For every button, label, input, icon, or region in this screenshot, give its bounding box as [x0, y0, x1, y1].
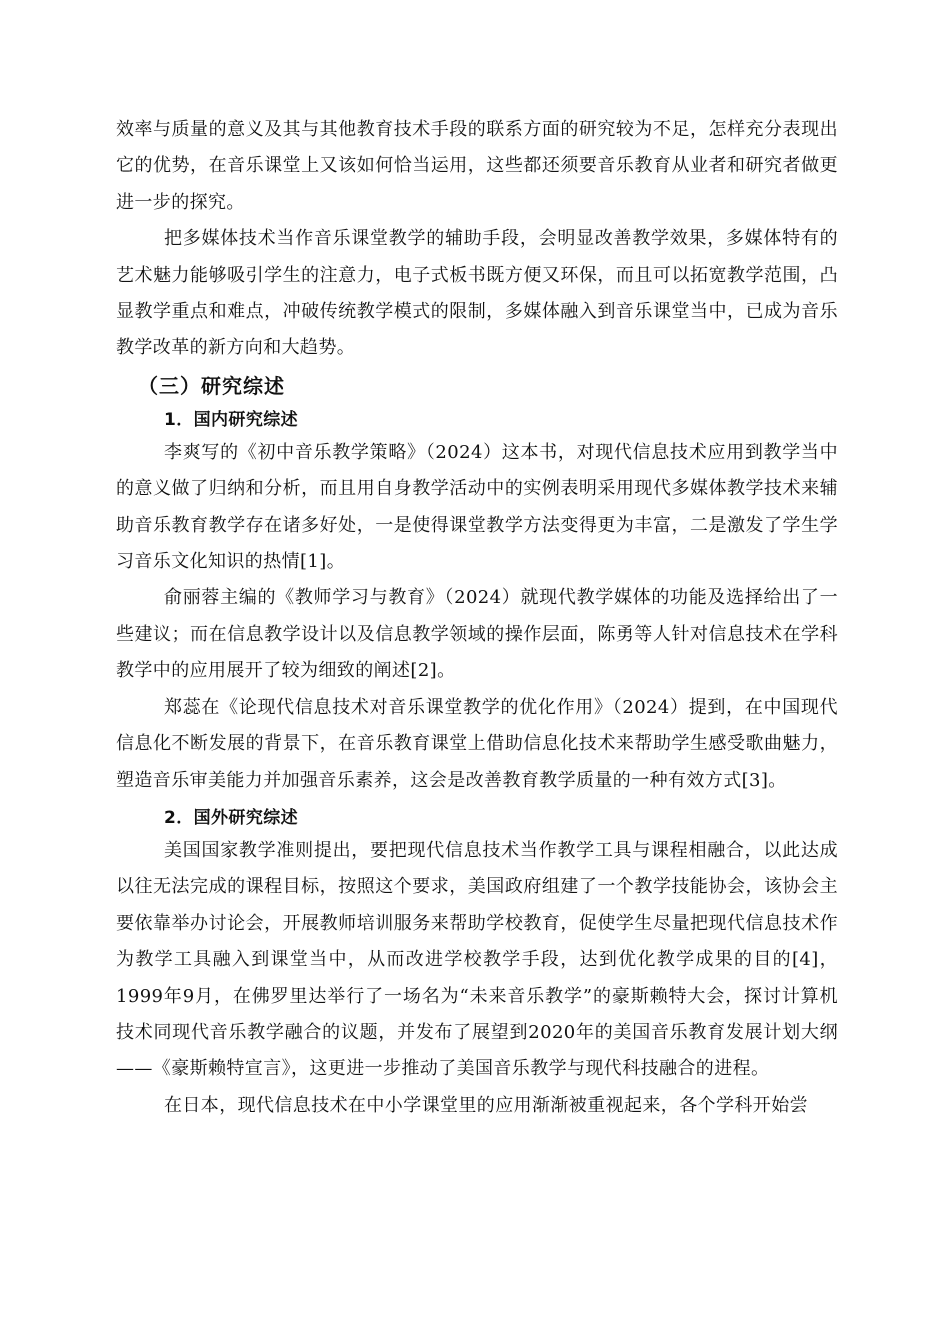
paragraph-foreign-usa: 美国国家教学准则提出，要把现代信息技术当作教学工具与课程相融合，以此达成以往无法完成的课程目标，按照这个要求，美国政府组建了一个教学技能协会，该协会主要依靠举办讨论会，开展教师培训服务来帮助学校教育，促使学生尽量把现代信息技术作为教学工具融入到课堂当中，从而改进学校教学手段，达到优化教学成果的目的[4]，1999年9月，在佛罗里达举行了一场名为“未来音乐教学”的豪斯赖特大会，探讨计算机技术同现代音乐教学融合的议题，并发布了展望到2020年的美国音乐教育发展计划大纲——《豪斯赖特宣言》，这更进一步推动了美国音乐教学与现代科技融合的进程。: [116, 839, 838, 1080]
paragraph-foreign-japan: 在日本，现代信息技术在中小学课堂里的应用渐渐被重视起来，各个学科开始尝: [164, 1094, 808, 1116]
paragraph-multimedia: 把多媒体技术当作音乐课堂教学的辅助手段，会明显改善教学效果，多媒体特有的艺术魅力能够吸引学生的注意力，电子式板书既方便又环保，而且可以拓宽教学范围，凸显教学重点和难点，冲破传统教学模式的限制，多媒体融入到音乐课堂当中，已成为音乐教学改革的新方向和大趋势。: [116, 228, 838, 359]
page-body: [116, 112, 838, 1124]
subheading-domestic-review: 1．国内研究综述: [164, 409, 299, 430]
paragraph-domestic-zheng-rui: 郑蕊在《论现代信息技术对音乐课堂教学的优化作用》（2024）提到，在中国现代信息化不断发展的背景下，在音乐教育课堂上借助信息化技术来帮助学生感受歌曲魅力，塑造音乐审美能力并加强音乐素养，这会是改善教育教学质量的一种有效方式[3]。: [116, 696, 838, 791]
paragraph-domestic-yu-lirong: 俞丽蓉主编的《教师学习与教育》（2024）就现代教学媒体的功能及选择给出了一些建议；而在信息教学设计以及信息教学领域的操作层面，陈勇等人针对信息技术在学科教学中的应用展开了较为细致的阐述[2]。: [116, 587, 838, 682]
paragraph-continuation: 效率与质量的意义及其与其他教育技术手段的联系方面的研究较为不足，怎样充分表现出它的优势，在音乐课堂上又该如何恰当运用，这些都还须要音乐教育从业者和研究者做更进一步的探究。: [116, 119, 838, 213]
paragraph-domestic-li-shuang: 李爽写的《初中音乐教学策略》（2024）这本书，对现代信息技术应用到教学当中的意义做了归纳和分析，而且用自身教学活动中的实例表明采用现代多媒体教学技术来辅助音乐教育教学存在诸多好处，一是使得课堂教学方法变得更为丰富，二是激发了学生学习音乐文化知识的热情[1]。: [116, 441, 838, 573]
subheading-foreign-review: 2．国外研究综述: [164, 807, 299, 828]
section-heading-research-review: （三）研究综述: [138, 373, 285, 398]
